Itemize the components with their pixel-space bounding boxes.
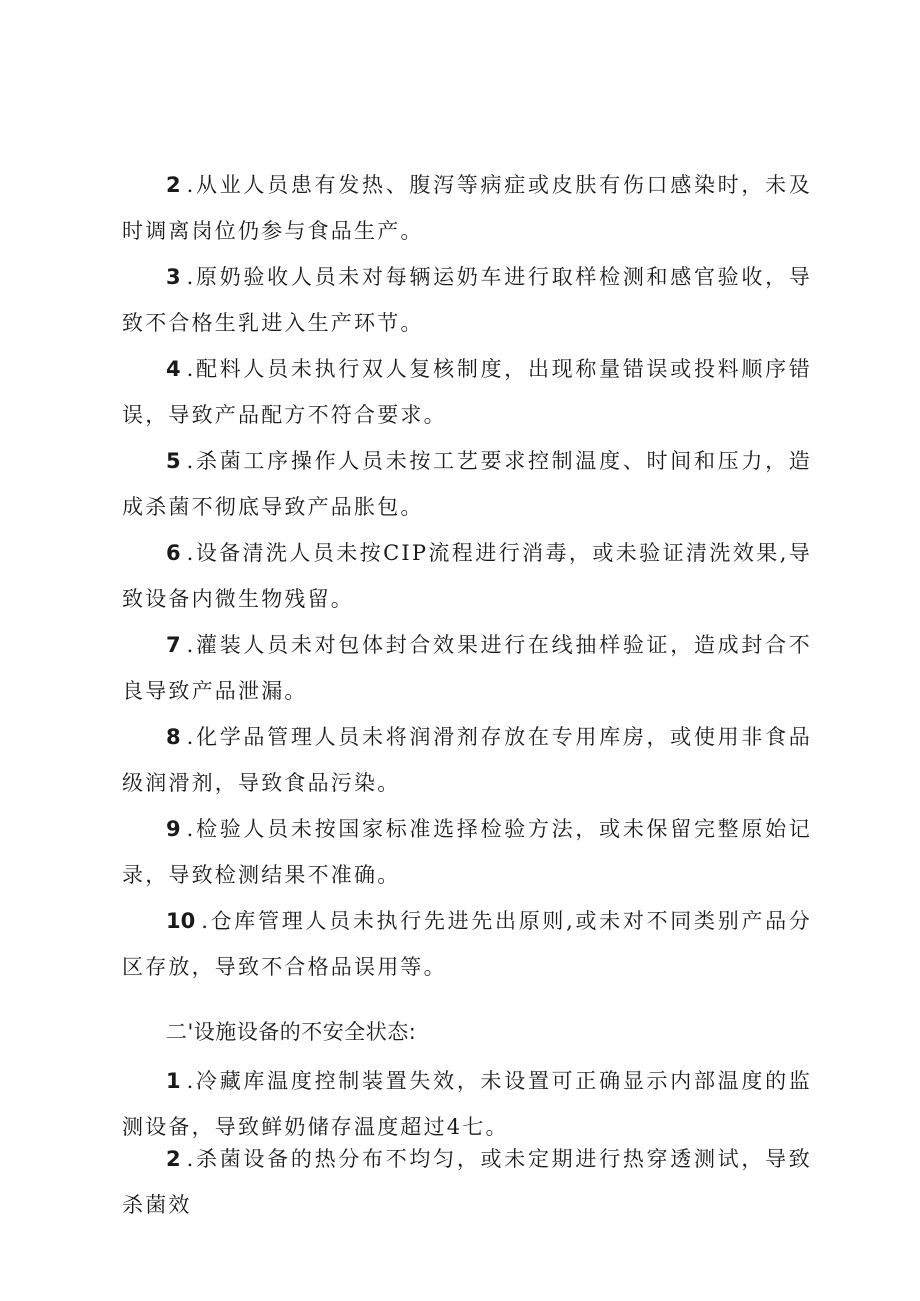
- item-number: 1: [166, 1069, 181, 1093]
- list-item: [122, 346, 812, 438]
- item-number: 8: [166, 725, 181, 749]
- item-number: 5: [166, 449, 181, 473]
- item-text: .冷藏库温度控制装置失效，未设置可正确显示内部温度的监测设备，导致鲜奶储存温度超过4七。: [122, 1069, 812, 1139]
- item-text: .配料人员未执行双人复核制度，出现称量错误或投料顺序错误，导致产品配方不符合要求。: [122, 357, 812, 427]
- item-number: 2: [166, 1147, 181, 1171]
- item-text: .检验人员未按国家标准选择检验方法，或未保留完整原始记录，导致检测结果不准确。: [122, 817, 812, 887]
- item-text: .仓库管理人员未执行先进先出原则,或未对不同类别产品分区存放，导致不合格品误用等。: [122, 909, 812, 979]
- item-text: .设备清洗人员未按CIP流程进行消毒，或未验证清洗效果,导致设备内微生物残留。: [122, 541, 812, 611]
- list-item: [122, 254, 812, 346]
- list-item: [122, 714, 812, 806]
- list-item: [122, 162, 812, 254]
- item-number: 10: [166, 909, 196, 933]
- list-item: [122, 806, 812, 898]
- item-text: .从业人员患有发热、腹泻等病症或皮肤有伤口感染时，未及时调离岗位仍参与食品生产。: [122, 173, 812, 243]
- list-item: [122, 898, 812, 990]
- item-number: 7: [166, 633, 181, 657]
- item-number: 2: [166, 173, 181, 197]
- list-item: [122, 1136, 812, 1228]
- item-text: .杀菌设备的热分布不均匀，或未定期进行热穿透测试，导致杀菌效: [122, 1147, 812, 1217]
- section-heading: 二'设施设备的不安全状态:: [166, 1020, 417, 1044]
- item-text: .杀菌工序操作人员未按工艺要求控制温度、时间和压力，造成杀菌不彻底导致产品胀包。: [122, 449, 812, 519]
- item-text: .灌装人员未对包体封合效果进行在线抽样验证，造成封合不良导致产品泄漏。: [122, 633, 812, 703]
- list-item: [122, 438, 812, 530]
- item-number: 3: [166, 265, 181, 289]
- item-number: 4: [166, 357, 181, 381]
- item-text: .原奶验收人员未对每辆运奶车进行取样检测和感官验收，导致不合格生乳进入生产环节。: [122, 265, 812, 335]
- list-item: [122, 622, 812, 714]
- item-number: 9: [166, 817, 181, 841]
- item-number: 6: [166, 541, 181, 565]
- list-item: [122, 530, 812, 622]
- item-text: .化学品管理人员未将润滑剂存放在专用库房，或使用非食品级润滑剂，导致食品污染。: [122, 725, 812, 795]
